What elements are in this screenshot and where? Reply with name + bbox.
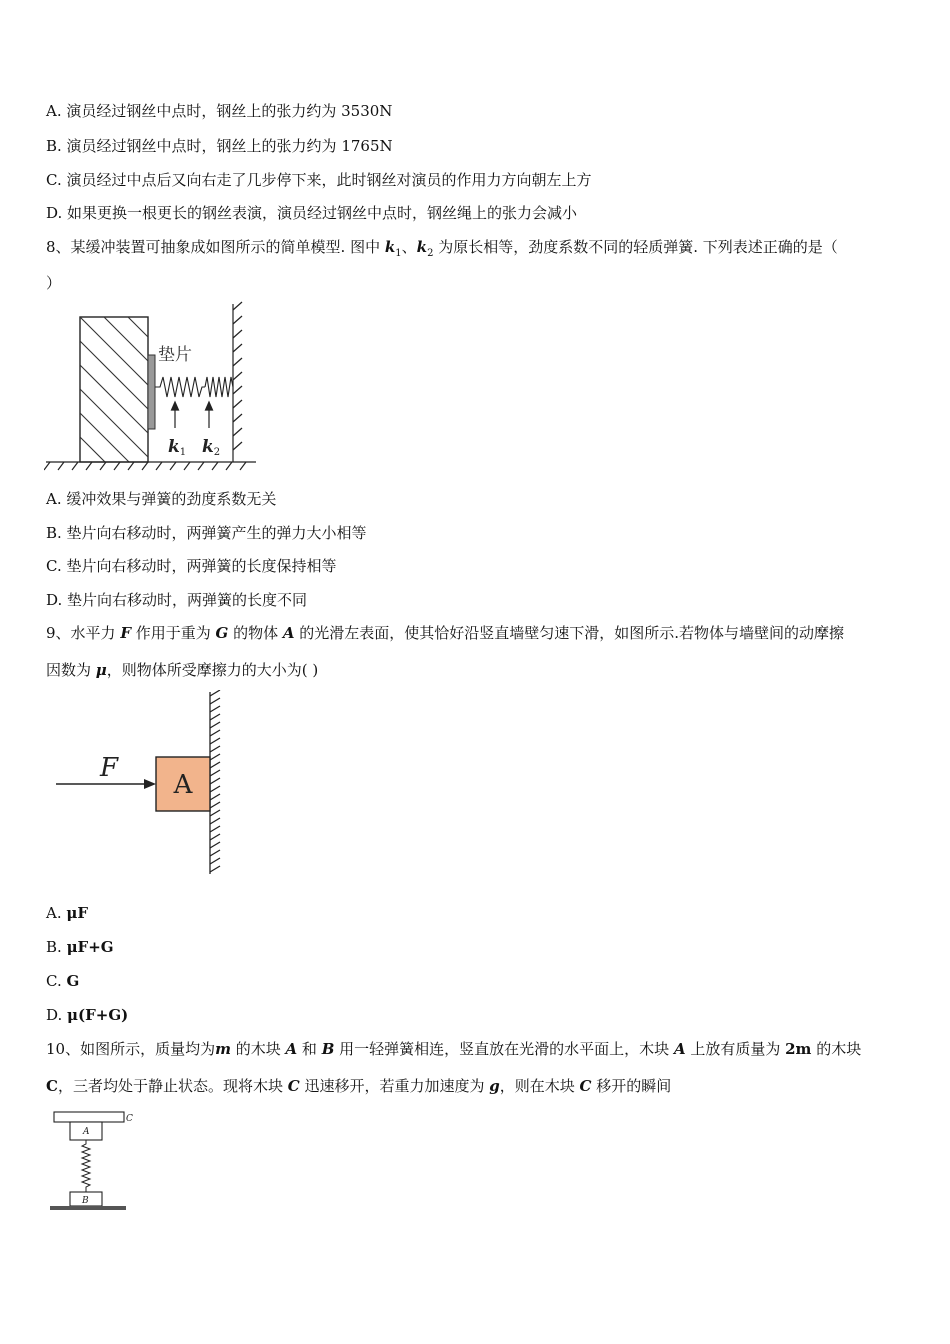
q10-label-c: C [126, 1114, 133, 1124]
q10-stem-line1 [46, 1038, 861, 1060]
q8-stem [46, 236, 838, 265]
q8-stem-close: ） [46, 274, 62, 292]
q10-var-a: A [673, 1040, 686, 1058]
q8-fig-k2: k [202, 437, 214, 457]
q10-var-c: C [287, 1077, 300, 1095]
q9-force-arrow-head [144, 779, 156, 789]
q9-option-d [46, 1004, 128, 1026]
q10-stem-text: ，三者均处于静止状态。现将木块 [57, 1077, 288, 1095]
q10-label-b: B [82, 1196, 89, 1206]
q9-option-a-value: μF [66, 904, 89, 922]
q10-label-a: A [83, 1127, 90, 1137]
q9-option-c [46, 970, 79, 992]
q9-var-a: A [282, 624, 295, 642]
q8-arrow-k2-head [206, 402, 213, 410]
q10-stem-text: ，则在木块 [499, 1077, 580, 1095]
q9-option-c-value: G [66, 972, 80, 990]
q10-stem-text: 和 [297, 1040, 322, 1058]
q9-var-mu: μ [95, 661, 107, 679]
q8-pad-label: 垫片 [158, 345, 192, 365]
q9-stem-text: 9、水平力 [46, 624, 121, 642]
q8-option-d: D. 垫片向右移动时，两弹簧的长度不同 [46, 591, 308, 609]
q8-buffer-figure [44, 300, 264, 475]
q10-stem-text: 的木块 [230, 1040, 286, 1058]
q8-stem-suffix: 为原长相等，劲度系数不同的轻质弹簧. 下列表述正确的是（ [433, 238, 838, 256]
q9-stem-line2 [46, 659, 318, 681]
q9-block-label: A [173, 770, 193, 800]
q8-sep: 、 [401, 238, 417, 256]
q10-stem-text: 用一轻弹簧相连，竖直放在光滑的水平面上，木块 [334, 1040, 674, 1058]
q10-spring [82, 1140, 90, 1192]
q10-var-g: g [489, 1077, 500, 1095]
q9-wall [210, 690, 220, 874]
q8-k1-sub: 1 [395, 248, 402, 259]
q9-var-f: F [120, 624, 131, 642]
q9-stem-text: 的物体 [228, 624, 283, 642]
q8-option-c: C. 垫片向右移动时，两弹簧的长度保持相等 [46, 557, 337, 575]
q9-option-prefix: D. [46, 1006, 68, 1024]
q10-stem-line2 [46, 1075, 671, 1097]
q8-spring-k1 [155, 377, 205, 397]
q9-option-b [46, 936, 114, 958]
q7-option-b: B. 演员经过钢丝中点时，钢丝上的张力约为 1765N [46, 137, 393, 155]
q9-option-prefix: C. [46, 972, 67, 990]
q10-block-c [54, 1112, 124, 1122]
q10-stem-text: 上放有质量为 [685, 1040, 786, 1058]
q8-right-wall [233, 302, 242, 462]
q10-spring-figure [46, 1108, 146, 1214]
q9-var-g: G [215, 624, 229, 642]
q7-option-a: A. 演员经过钢丝中点时，钢丝上的张力约为 3530N [46, 102, 393, 120]
q10-var-2m: 2m [785, 1040, 812, 1058]
q10-var-c: C [579, 1077, 592, 1095]
q8-spring-k2 [205, 377, 233, 397]
q8-ground [44, 462, 256, 470]
q10-var-m: m [215, 1040, 231, 1058]
q8-k2-sub: 2 [427, 248, 434, 259]
q10-ground [50, 1206, 126, 1210]
q10-var-b: B [321, 1040, 335, 1058]
q8-fig-k1-sub: 1 [179, 447, 187, 458]
q10-stem-text: 移开的瞬间 [591, 1077, 672, 1095]
q9-stem-line1 [46, 622, 844, 644]
q9-option-a [46, 902, 88, 924]
q8-k2: k [416, 238, 428, 256]
q9-option-prefix: B. [46, 938, 67, 956]
q9-option-prefix: A. [46, 904, 67, 922]
svg-text:k1 [168, 437, 186, 458]
q10-stem-text: 10、如图所示，质量均为 [46, 1040, 216, 1058]
q9-force-label: F [100, 753, 119, 783]
q10-stem-text: 的木块 [811, 1040, 862, 1058]
q9-stem-text: 作用于重为 [130, 624, 216, 642]
q8-option-a: A. 缓冲效果与弹簧的劲度系数无关 [46, 490, 277, 508]
q10-var-a: A [285, 1040, 298, 1058]
q9-stem-text: ，则物体所受摩擦力的大小为( ) [106, 661, 319, 679]
q8-pad [148, 355, 155, 429]
q10-var-c: C [46, 1077, 58, 1095]
q8-fig-k1: k [168, 437, 180, 457]
q8-fig-k2-sub: 2 [213, 447, 221, 458]
q9-option-d-value: μ(F+G) [67, 1006, 129, 1024]
q8-stem-prefix: 8、某缓冲装置可抽象成如图所示的简单模型. 图中 [46, 238, 385, 256]
q8-arrow-k1-head [172, 402, 179, 410]
q8-k1: k [384, 238, 396, 256]
q9-force-figure [50, 690, 230, 876]
q9-stem-text: 因数为 [46, 661, 96, 679]
q7-option-d: D. 如果更换一根更长的钢丝表演，演员经过钢丝中点时，钢丝绳上的张力会减小 [46, 204, 578, 222]
q10-stem-text: 迅速移开，若重力加速度为 [299, 1077, 490, 1095]
q9-stem-text: 的光滑左表面，使其恰好沿竖直墙壁匀速下滑，如图所示.若物体与墙壁间的动摩擦 [294, 624, 845, 642]
q9-option-b-value: μF+G [66, 938, 114, 956]
q8-option-b: B. 垫片向右移动时，两弹簧产生的弹力大小相等 [46, 524, 367, 542]
q7-option-c: C. 演员经过中点后又向右走了几步停下来，此时钢丝对演员的作用力方向朝左上方 [46, 171, 592, 189]
svg-text:k2 [202, 437, 220, 458]
